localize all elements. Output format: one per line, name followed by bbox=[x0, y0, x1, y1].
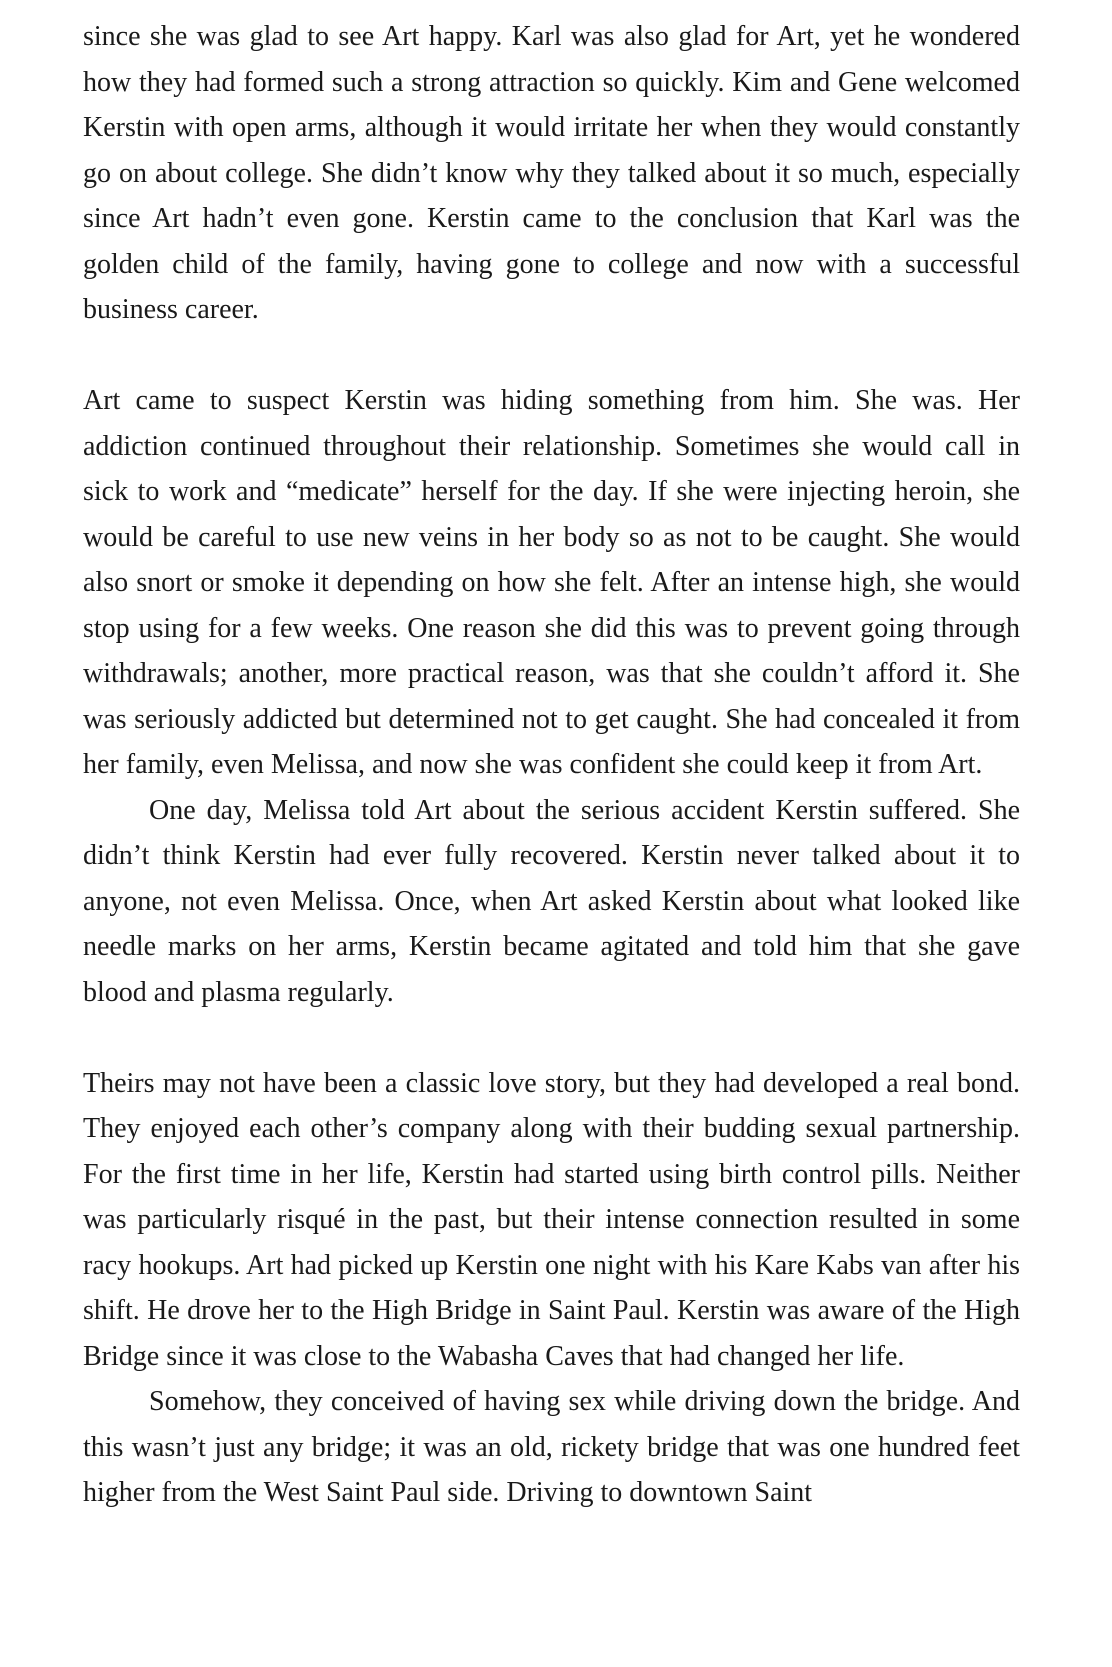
section-break bbox=[83, 333, 1020, 379]
paragraph-5: Somehow, they conceived of having sex while driving down the bridge. And this wasn’t just any bridge; it was an old, rickety bridge that was one hundred feet higher from the West Saint Paul side. Driving to downtown Saint bbox=[83, 1386, 1020, 1508]
paragraph-3: One day, Melissa told Art about the serious accident Kerstin suffered. She didn’t think Kerstin had ever fully recovered. Kerstin never talked about it to anyone, not even Melissa. Once, when Art asked Kerstin about what looked like needle marks on her arms, Kerstin became agitated and told him that she gave blood and plasma regularly. bbox=[83, 794, 1020, 1008]
paragraph-2: Art came to suspect Kerstin was hiding something from him. She was. Her addiction continued throughout their relationship. Sometimes she would call in sick to work and “medicate” herself for the day. If she were injecting heroin, she would be careful to use new veins in her body so as not to be caught. She would also snort or smoke it depending on how she felt. After an intense high, she would stop using for a few weeks. One reason she did this was to prevent going through withdrawals; another, more practical reason, was that she couldn’t afford it. She was seriously addicted but determined not to get caught. She had concealed it from her family, even Melissa, and now she was confident she could keep it from Art. bbox=[83, 385, 1020, 780]
section-break bbox=[83, 1015, 1020, 1061]
paragraph-4: Theirs may not have been a classic love story, but they had developed a real bond. They enjoyed each other’s company along with their budding sexual partnership. For the first time in her life, Kerstin had started using birth control pills. Neither was particularly risqué in the past, but their intense connection resulted in some racy hookups. Art had picked up Kerstin one night with his Kare Kabs van after his shift. He drove her to the High Bridge in Saint Paul. Kerstin was aware of the High Bridge since it was close to the Wabasha Caves that had changed her life. bbox=[83, 1067, 1020, 1372]
paragraph-1: since she was glad to see Art happy. Karl was also glad for Art, yet he wondered how they had formed such a strong attraction so quickly. Kim and Gene welcomed Kerstin with open arms, although it would irritate her when they would constantly go on about college. She didn’t know why they talked about it so much, especially since Art hadn’t even gone. Kerstin came to the conclusion that Karl was the golden child of the family, having gone to college and now with a successful business career. bbox=[83, 21, 1020, 325]
